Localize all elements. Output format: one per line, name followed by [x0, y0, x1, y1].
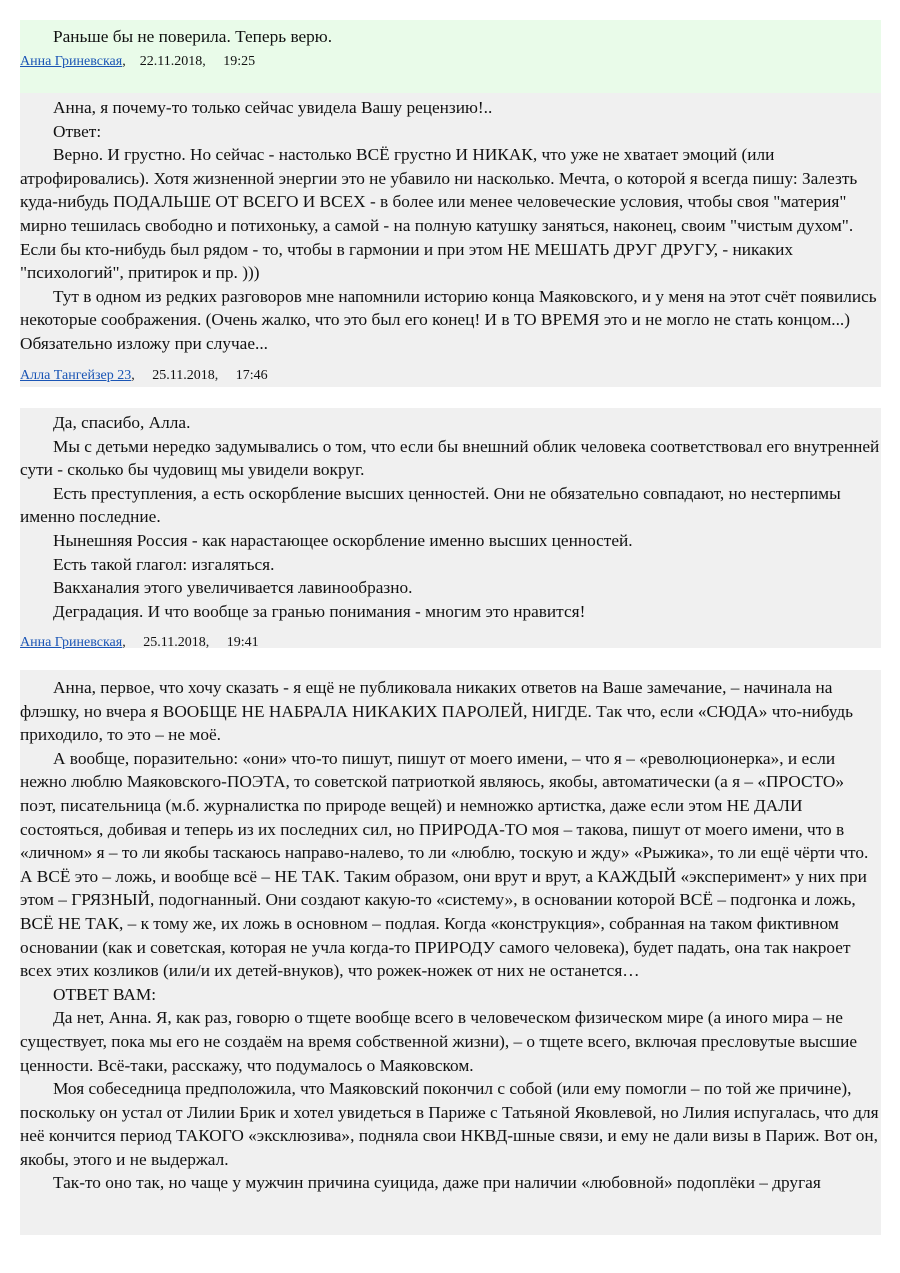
comment-1 [20, 20, 881, 93]
comment-time: 17:46 [235, 368, 268, 383]
comment-time: 19:25 [223, 54, 256, 69]
author-link[interactable]: Анна Гриневская [20, 635, 123, 650]
comment-1-text [20, 25, 881, 49]
comment-paragraph: Тут в одном из редких разговоров мне напомнили историю конца Маяковского, и у меня на этот счёт появились некоторые соображения. (Очень жалко, что это был его конец! И в ТО ВРЕМЯ это и не могло не стать концом...) Обязательно изложу при случае... [20, 286, 877, 353]
comment-paragraph: Так-то оно так, но чаще у мужчин причина суицида, даже при наличии «любовной» подоплёки – другая [53, 1173, 821, 1193]
comment-paragraph: Деградация. И что вообще за гранью понимания - многим это нравится! [53, 601, 586, 621]
comment-paragraph: Верно. И грустно. Но сейчас - настолько ВСЁ грустно И НИКАК, что уже не хватает эмоций (или атрофировались). Хотя жизненной энергии это не убавило ни насколько. Мечта, о которой я всегда пишу: Залезть куда-нибудь ПОДАЛЬШЕ ОТ ВСЕГО И ВСЕХ - в более или менее человеческие условия, чтобы своя "материя" мирно тешилась свободно и потихоньку, а самой - на полную катушку заняться, наконец, своим "чистым духом". Если бы кто-нибудь был рядом - то, чтобы в гармонии и при этом НЕ МЕШАТЬ ДРУГ ДРУГУ, - никаких "психологий", притирок и пр. ))) [20, 145, 858, 283]
comment-paragraph: Анна, я почему-то только сейчас увидела Вашу рецензию!.. [53, 98, 493, 117]
comment-paragraph: Есть такой глагол: изгаляться. [53, 554, 275, 574]
comment-3-text [20, 411, 881, 623]
comment-paragraph: Нынешняя Россия - как нарастающее оскорбление именно высших ценностей. [53, 530, 633, 550]
comment-paragraph: Мы с детьми нередко задумывались о том, что если бы внешний облик человека соответствовал его внутренней сути - сколько бы чудовищ мы увидели вокруг. [20, 436, 880, 480]
comment-2 [20, 93, 881, 387]
comment-paragraph: Да, спасибо, Алла. [53, 413, 191, 432]
comment-2-meta: Алла Тангейзер 23, 25.11.2018, 17:46 [20, 368, 268, 383]
comment-1-meta: Анна Гриневская, 22.11.2018, 19:25 [20, 54, 256, 69]
comment-time: 19:41 [226, 635, 259, 650]
author-link[interactable]: Алла Тангейзер 23 [20, 368, 132, 383]
comment-paragraph: Вакханалия этого увеличивается лавинообразно. [53, 578, 413, 598]
comment-2-text [20, 96, 881, 356]
comment-paragraph: Да нет, Анна. Я, как раз, говорю о тщете вообще всего в человеческом физическом мире (а иного мира – не существует, пока мы его не создаём на время собственной жизни), – о тщете всего, включая пресловутые высшие ценности. Всё-таки, расскажу, что подумалось о Маяковском. [20, 1008, 858, 1075]
comment-paragraph: Анна, первое, что хочу сказать - я ещё не публиковала никаких ответов на Ваше замечание, – начинала на флэшку, но вчера я ВООБЩЕ НЕ НАБРАЛА НИКАКИХ ПАРОЛЕЙ, НИГДЕ. Так что, если «СЮДА» что-нибудь приходило, то это – не моё. [20, 678, 854, 745]
comment-paragraph: Ответ: [53, 121, 102, 141]
comment-4-text [20, 676, 881, 1195]
comment-date: 25.11.2018 [152, 368, 215, 383]
comment-date: 25.11.2018 [143, 635, 206, 650]
author-link[interactable]: Анна Гриневская [20, 54, 123, 69]
comment-paragraph: ОТВЕТ ВАМ: [53, 984, 157, 1004]
comment-paragraph: Есть преступления, а есть оскорбление высших ценностей. Они не обязательно совпадают, но нестерпимы именно последние. [20, 483, 841, 527]
comment-4 [20, 670, 881, 1235]
comment-3-meta: Анна Гриневская, 25.11.2018, 19:41 [20, 635, 259, 650]
comment-3 [20, 408, 881, 648]
comment-date: 22.11.2018 [139, 54, 203, 69]
comment-paragraph: Раньше бы не поверила. Теперь верю. [53, 27, 333, 46]
comment-paragraph: Моя собеседница предположила, что Маяковский покончил с собой (или ему помогли – по той же причине), поскольку он устал от Лилии Брик и хотел увидеться в Париже с Татьяной Яковлевой, но Лилия испугалась, что для неё кончится период ТАКОГО «эксклюзива», подняла свои НКВД-шные связи, и ему не дали визы в Париж. Вот он, якобы, этого и не выдержал. [20, 1079, 879, 1169]
comment-paragraph: А вообще, поразительно: «они» что-то пишут, пишут от моего имени, – что я – «революционерка», и если нежно люблю Маяковского-ПОЭТА, то советской патриоткой являюсь, якобы, автоматически (а я – «ПРОСТО» поэт, писательница (м.б. журналистка по природе вещей) и немножко артистка, даже если этом НЕ ДАЛИ состояться, добивая и теперь из их последних сил, но ПРИРОДА-ТО моя – такова, пишут от моего имени, что в «личном» я – то ли якобы таскаюсь направо-налево, то ли «люблю, тоскую и жду» «Рыжика», то ли ещё чёрти что. А ВСЁ это – ложь, и вообще всё – НЕ ТАК. Таким образом, они врут и врут, а КАЖДЫЙ «эксперимент» у них при этом – ГРЯЗНЫЙ, подогнанный. Они создают какую-то «систему», в основании которой ВСЁ – подгонка и ложь, ВСЁ НЕ ТАК, – к тому же, их ложь в основном – подлая. Когда «конструкция», собранная на таком фиктивном основании (как и советская, которая не учла когда-то ПРИРОДУ самого человека), будет падать, она так накроет всех этих козликов (или/и их детей-внуков), что рожек-ножек от них не останется… [20, 748, 869, 981]
